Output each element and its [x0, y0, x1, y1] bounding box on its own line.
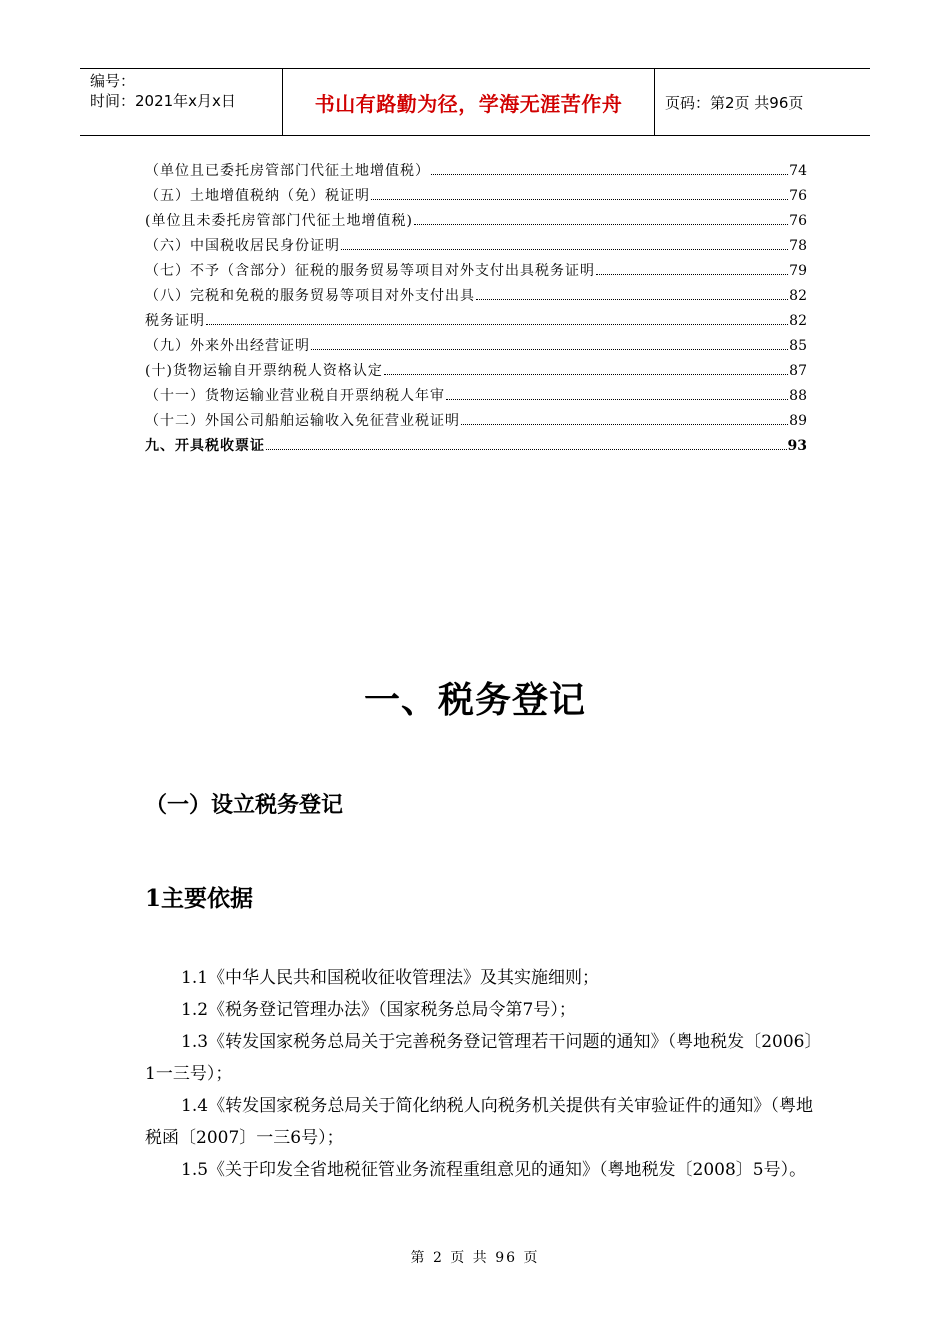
toc-entry[interactable] — [145, 210, 807, 235]
toc-entry[interactable] — [145, 235, 807, 260]
toc-leader-dots — [431, 174, 788, 175]
toc-entry-page: 89 — [789, 413, 807, 429]
toc-entry[interactable] — [145, 285, 807, 310]
table-of-contents — [145, 160, 807, 460]
toc-entry[interactable] — [145, 185, 807, 210]
toc-entry[interactable] — [145, 160, 807, 185]
toc-entry-page: 87 — [789, 363, 807, 379]
page-header — [80, 68, 870, 136]
toc-leader-dots — [206, 324, 788, 325]
toc-entry-title: （十二）外国公司船舶运输收入免征营业税证明 — [145, 413, 460, 429]
paragraph: 1.5《关于印发全省地税征管业务流程重组意见的通知》（粤地税发〔2008〕5号）。 — [181, 1160, 807, 1180]
toc-entry-title: 九、开具税收票证 — [145, 438, 265, 454]
toc-leader-dots — [414, 224, 788, 225]
toc-leader-dots — [311, 349, 788, 350]
document-number-label: 编号： — [90, 72, 136, 90]
paragraph: 1.2《税务登记管理办法》（国家税务总局令第7号）； — [181, 1000, 576, 1020]
header-page-info-cell — [655, 69, 870, 135]
paragraph: 1.1《中华人民共和国税收征收管理法》及其实施细则； — [181, 968, 600, 988]
toc-entry[interactable] — [145, 310, 807, 335]
toc-leader-dots — [384, 374, 788, 375]
paragraph: 1.4《转发国家税务总局关于简化纳税人向税务机关提供有关审验证件的通知》（粤地税函〔2007〕一三6号）； — [145, 1096, 813, 1148]
header-motto: 书山有路勤为径，学海无涯苦作舟 — [314, 91, 623, 116]
body-text — [145, 962, 813, 1186]
toc-entry-page: 93 — [787, 438, 807, 454]
toc-entry[interactable] — [145, 360, 807, 385]
toc-entry[interactable] — [145, 335, 807, 360]
toc-entry-page: 76 — [789, 213, 807, 229]
toc-leader-dots — [266, 449, 787, 450]
toc-entry-title: （七）不予（含部分）征税的服务贸易等项目对外支付出具税务证明 — [145, 263, 595, 279]
toc-entry[interactable] — [145, 260, 807, 285]
toc-entry-title: 税务证明 — [145, 313, 205, 329]
toc-entry-page: 76 — [789, 188, 807, 204]
toc-entry-title: （六）中国税收居民身份证明 — [145, 238, 340, 254]
header-motto-cell — [282, 69, 655, 135]
toc-entry-title: （九）外来外出经营证明 — [145, 338, 310, 354]
toc-entry-page: 78 — [789, 238, 807, 254]
toc-entry-page: 85 — [789, 338, 807, 354]
header-meta — [80, 69, 282, 135]
subsubsection-title: 1主要依据 — [145, 885, 254, 912]
toc-entry-chapter[interactable] — [145, 435, 807, 460]
toc-entry-title: （八）完税和免税的服务贸易等项目对外支付出具 — [145, 288, 475, 304]
toc-entry[interactable] — [145, 410, 807, 435]
toc-leader-dots — [446, 399, 788, 400]
toc-entry-page: 88 — [789, 388, 807, 404]
toc-leader-dots — [476, 299, 788, 300]
toc-entry-page: 74 — [789, 163, 807, 179]
toc-entry-page: 79 — [789, 263, 807, 279]
toc-entry-title: （单位且已委托房管部门代征土地增值税） — [145, 163, 430, 179]
document-time-label: 时间：2021年x月x日 — [90, 92, 236, 110]
toc-leader-dots — [341, 249, 788, 250]
toc-leader-dots — [596, 274, 788, 275]
page-footer: 第 2 页 共 96 页 — [410, 1250, 540, 1266]
paragraph: 1.3《转发国家税务总局关于完善税务登记管理若干问题的通知》（粤地税发〔2006〕1一三号）； — [145, 1032, 813, 1084]
toc-entry-page: 82 — [789, 313, 807, 329]
toc-entry-title: (十)货物运输自开票纳税人资格认定 — [145, 363, 383, 379]
toc-entry-page: 82 — [789, 288, 807, 304]
toc-leader-dots — [371, 199, 788, 200]
toc-entry[interactable] — [145, 385, 807, 410]
section-title: 一、税务登记 — [363, 680, 586, 721]
toc-entry-title: （十一）货物运输业营业税自开票纳税人年审 — [145, 388, 445, 404]
toc-entry-title: （五）土地增值税纳（免）税证明 — [145, 188, 370, 204]
header-page-info: 页码：第2页 共96页 — [665, 93, 804, 112]
subsection-title: （一）设立税务登记 — [145, 793, 344, 818]
toc-entry-title: (单位且未委托房管部门代征土地增值税) — [145, 213, 413, 229]
toc-leader-dots — [461, 424, 788, 425]
